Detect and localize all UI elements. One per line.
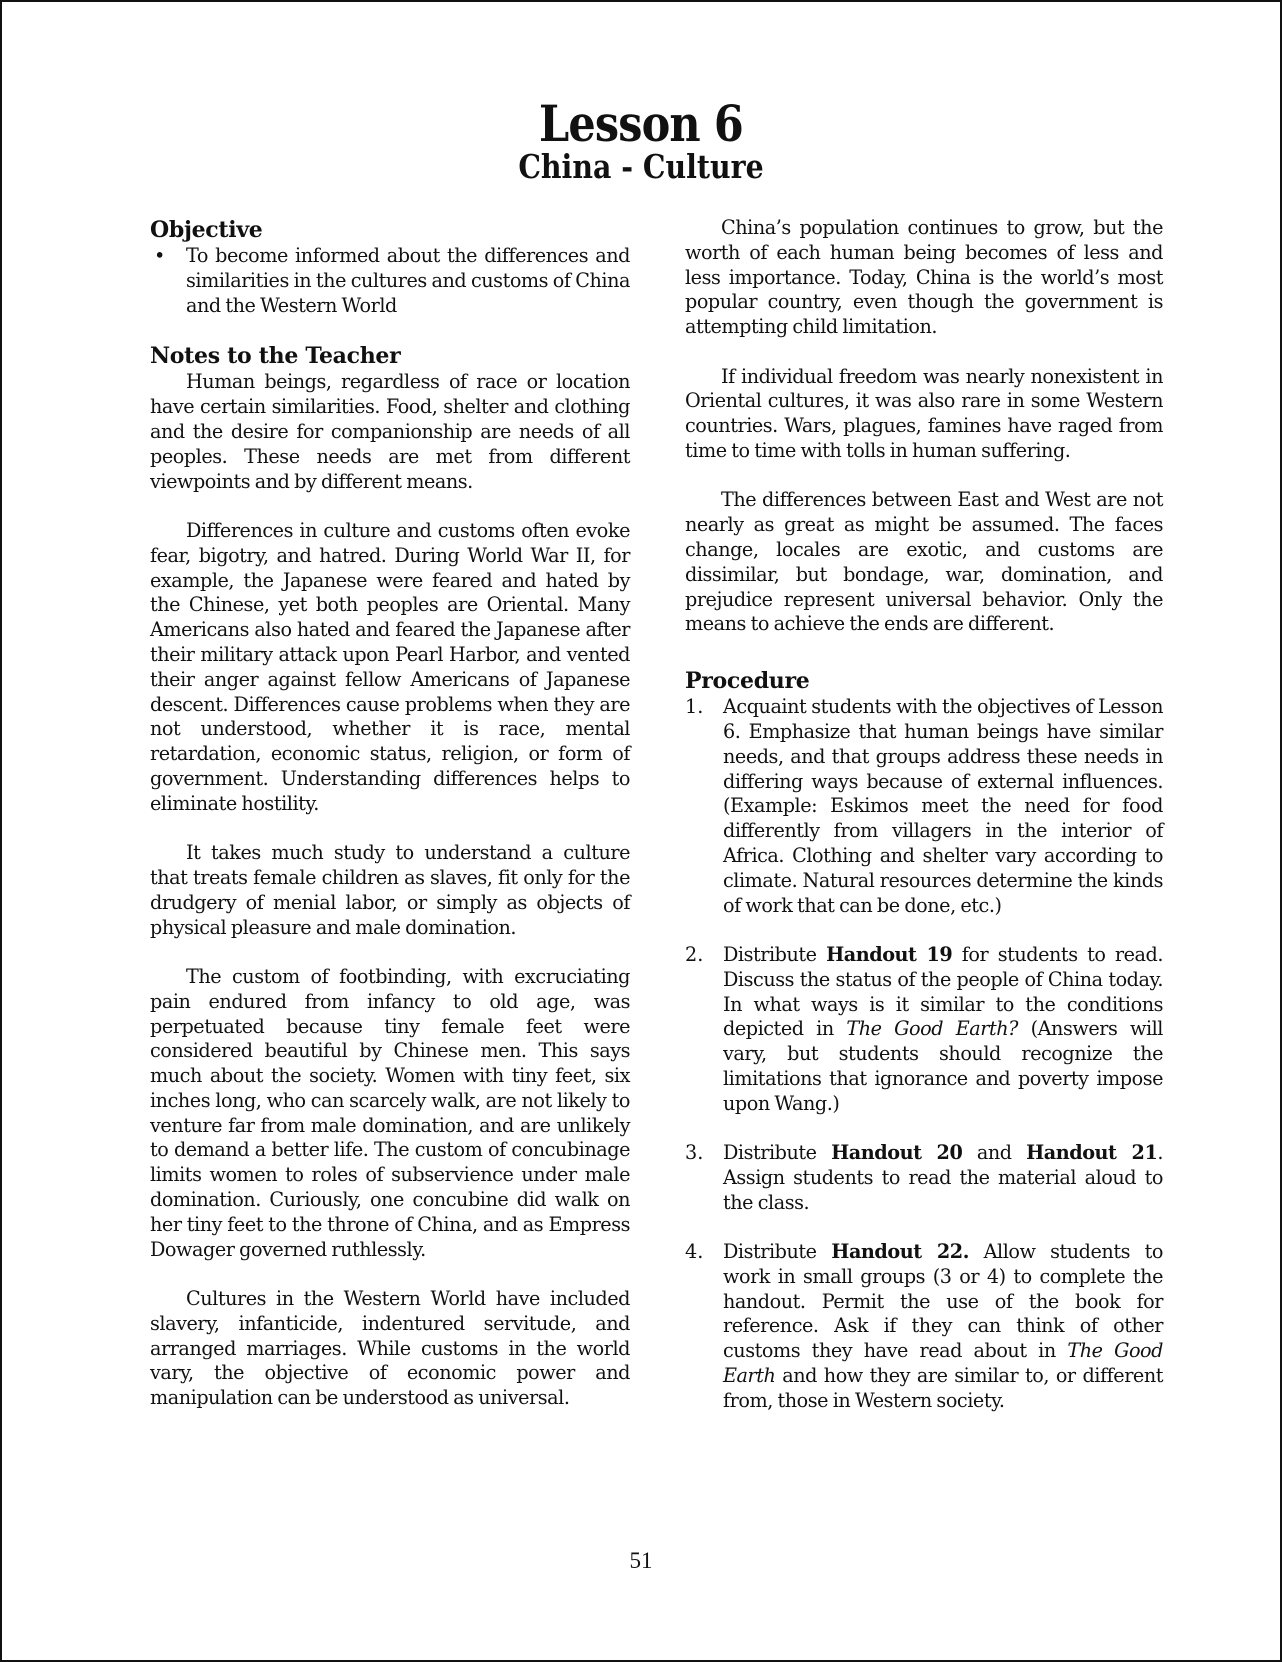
bullet-icon: • [154, 244, 166, 267]
handout-reference: Handout 19 [826, 942, 953, 966]
notes-paragraph: The custom of footbinding, with excruciating pain endured from infancy to old age, was perpetuated because tiny female feet were considered beautiful by Chinese men. This says much about the society. Women with tiny feet, six inches long, who can scarcely walk, are not likely to venture far from male domination, and are unlikely to demand a better life. The custom of concubinage limits women to roles of subservience under male domination. Curiously, one concubine did walk on her tiny feet to the throne of China, and as Empress Dowager governed ruthlessly. [150, 964, 630, 1261]
text-run: (Answers will vary, but students should recognize the limitations that ignorance and poverty impose upon Wang.) [723, 1017, 1163, 1115]
notes-paragraph: Human beings, regardless of race or location have certain similarities. Food, shelter and clothing and the desire for companionship are needs of all peoples. These needs are met from different viewpoints and by different means. [150, 370, 630, 493]
procedure-number: 3. [685, 1141, 704, 1165]
notes-paragraph: Cultures in the Western World have included slavery, infanticide, indentured servitude, and arranged marriages. While customs in the world vary, the objective of economic power and manipulation can be understood as universal. [150, 1287, 630, 1410]
handout-reference: Handout 21 [1026, 1141, 1158, 1165]
objective-bullet-item [150, 244, 630, 318]
notes-paragraph: Differences in culture and customs often evoke fear, bigotry, and hatred. During World War II, for example, the Japanese were feared and hated by the Chinese, yet both peoples are Oriental. Many Americans also hated and feared the Japanese after their military attack upon Pearl Harbor, and vented their anger against fellow Americans of Japanese descent. Differences cause problems when they are not understood, whether it is race, mental retardation, economic status, religion, or form of government. Understanding differences helps to eliminate hostility. [150, 518, 630, 815]
text-run: Distribute [723, 1240, 832, 1264]
body-paragraph: The differences between East and West are not nearly as great as might be assumed. The faces change, locales are exotic, and customs are dissimilar, but bondage, war, domination, and prejudice represent universal behavior. Only the means to achieve the ends are different. [685, 488, 1163, 636]
page-number: 51 [629, 1548, 653, 1573]
text-run: and how they are similar to, or different from, those in Western society. [723, 1364, 1163, 1412]
text-run: Allow students to work in small groups (3 or 4) to complete the handout. Permit the use of the book for reference. Ask if they can think of other customs they have read about in [723, 1240, 1163, 1363]
procedure-number: 4. [685, 1240, 704, 1264]
procedure-text [723, 943, 1163, 1117]
lesson-subtitle: China - Culture [518, 147, 764, 186]
procedure-number: 1. [685, 695, 704, 719]
handout-reference: Handout 20 [831, 1141, 963, 1165]
text-run: Distribute [723, 1141, 832, 1165]
procedure-text: Acquaint students with the objectives of Lesson 6. Emphasize that human beings have similar needs, and that groups address these needs in differing ways because of external influences. (Example: Eskimos meet the need for food differently from villagers in the interior of Africa. Clothing and shelter vary according to climate. Natural resources determine the kinds of work that can be done, etc.) [723, 695, 1163, 917]
text-run: . Assign students to read the material aloud to the class. [723, 1141, 1163, 1214]
procedure-item [685, 695, 1163, 918]
procedure-text [723, 1240, 1163, 1414]
text-run: and [962, 1141, 1027, 1165]
body-paragraph: China’s population continues to grow, but the worth of each human being becomes of less and less importance. Today, China is the world’s most popular country, even though the government is attempting child limitation. [685, 216, 1163, 339]
procedure-number: 2. [685, 942, 704, 966]
text-run: for students to read. Discuss the status of the people of China today. In what ways is it similar to the conditions depicted in [723, 942, 1163, 1041]
objective-heading: Objective [150, 217, 263, 243]
procedure-heading: Procedure [685, 668, 810, 695]
book-title: The Good Earth? [846, 1017, 1018, 1041]
left-column [150, 216, 630, 1436]
objective-text: To become informed about the differences and similarities in the cultures and customs of China and the Western World [186, 244, 630, 317]
procedure-item [685, 1240, 1163, 1414]
notes-paragraph: It takes much study to understand a culture that treats female children as slaves, fit only for the drudgery of menial labor, or simply as objects of physical pleasure and male domination. [150, 841, 630, 939]
procedure-item [685, 1141, 1163, 1215]
lesson-title: Lesson 6 [539, 94, 743, 153]
procedure-item [685, 943, 1163, 1117]
notes-heading: Notes to the Teacher [150, 343, 401, 370]
body-paragraph: If individual freedom was nearly nonexistent in Oriental cultures, it was also rare in some Western countries. Wars, plagues, famines have raged from time to time with tolls in human suffering. [685, 364, 1163, 462]
text-run: Distribute [723, 942, 827, 966]
right-column [685, 216, 1163, 1438]
handout-reference: Handout 22. [831, 1240, 969, 1264]
book-title: The Good Earth [723, 1339, 1163, 1388]
procedure-text [723, 1141, 1163, 1215]
